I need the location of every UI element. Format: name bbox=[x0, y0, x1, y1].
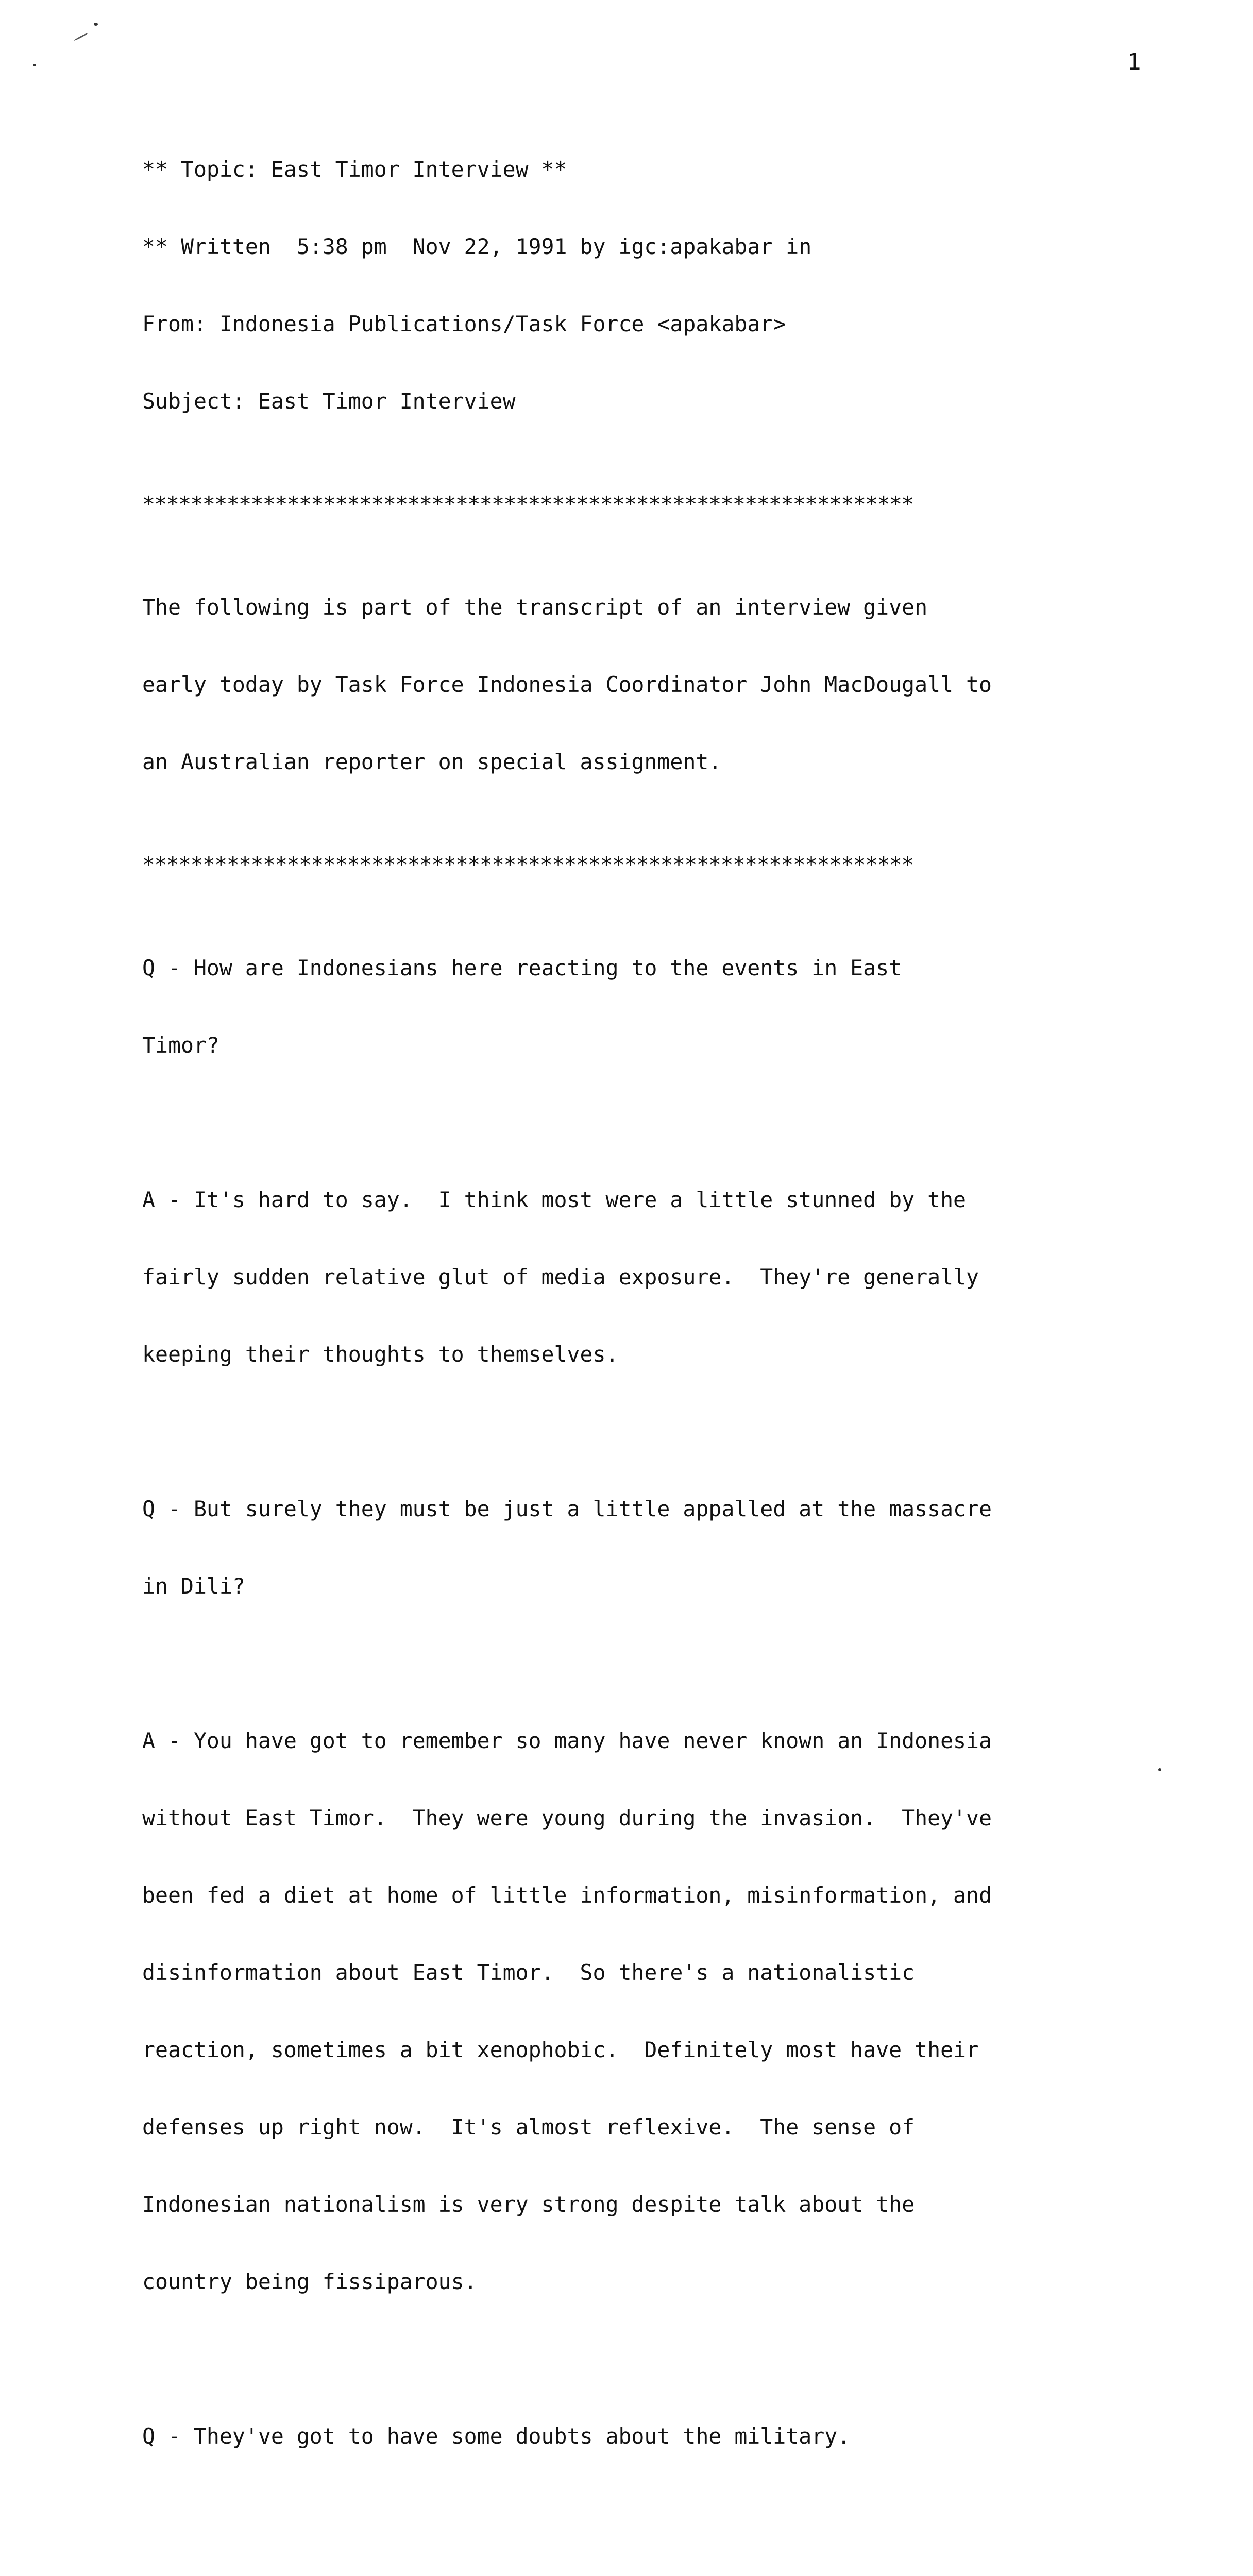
dialogue-line: Q - How are Indonesians here reacting to the events in East bbox=[142, 955, 902, 980]
scan-speck-left bbox=[33, 64, 36, 66]
dialogue-line: A - You have got to remember so many have never known an Indonesia bbox=[142, 1728, 992, 1753]
answer-3 bbox=[142, 2527, 1178, 2576]
intro-paragraph bbox=[142, 543, 1178, 826]
dialogue-line: Indonesian nationalism is very strong despite talk about the bbox=[142, 2192, 915, 2217]
dialogue-line: defenses up right now. It's almost reflexive. The sense of bbox=[142, 2114, 915, 2140]
question-3 bbox=[142, 2372, 1178, 2501]
dialogue-line: been fed a diet at home of little information, misinformation, and bbox=[142, 1883, 992, 1908]
dialogue-line: country being fissiparous. bbox=[142, 2269, 477, 2294]
dialogue-line: keeping their thoughts to themselves. bbox=[142, 1342, 619, 1367]
header-topic-line: ** Topic: East Timor Interview ** bbox=[142, 157, 567, 182]
dialogue-line: reaction, sometimes a bit xenophobic. Definitely most have their bbox=[142, 2037, 979, 2062]
question-2 bbox=[142, 1445, 1178, 1651]
dialogue-line: Q - They've got to have some doubts about the military. bbox=[142, 2424, 851, 2449]
header-written-line: ** Written 5:38 pm Nov 22, 1991 by igc:apakabar in bbox=[142, 234, 812, 259]
separator-top: **************************************************************** bbox=[142, 492, 913, 517]
dialogue-line: Timor? bbox=[142, 1032, 219, 1058]
question-1 bbox=[142, 904, 1178, 1110]
scan-speck-top-trail bbox=[74, 32, 88, 41]
dialogue-line: in Dili? bbox=[142, 1573, 245, 1599]
page-number: 1 bbox=[1127, 49, 1141, 75]
dialogue-line: fairly sudden relative glut of media exposure. They're generally bbox=[142, 1264, 979, 1290]
intro-line: The following is part of the transcript of an interview given bbox=[142, 595, 928, 620]
answer-2 bbox=[142, 1676, 1178, 2346]
scan-speck-top bbox=[94, 23, 98, 26]
header-from-line: From: Indonesia Publications/Task Force <apakabar> bbox=[142, 311, 786, 336]
header-subject-line: Subject: East Timor Interview bbox=[142, 388, 516, 414]
dialogue-line: A - It's hard to say. I think most were a little stunned by the bbox=[142, 1187, 967, 1212]
intro-line: an Australian reporter on special assignment. bbox=[142, 749, 722, 774]
dialogue-line: without East Timor. They were young during the invasion. They've bbox=[142, 1805, 992, 1831]
document-body bbox=[142, 105, 1178, 2576]
intro-line: early today by Task Force Indonesia Coordinator John MacDougall to bbox=[142, 672, 992, 697]
separator-bottom: **************************************************************** bbox=[142, 852, 913, 877]
message-header bbox=[142, 105, 1178, 466]
dialogue-line: disinformation about East Timor. So there's a nationalistic bbox=[142, 1960, 915, 1985]
dialogue-line: Q - But surely they must be just a little appalled at the massacre bbox=[142, 1496, 992, 1521]
answer-1 bbox=[142, 1136, 1178, 1419]
